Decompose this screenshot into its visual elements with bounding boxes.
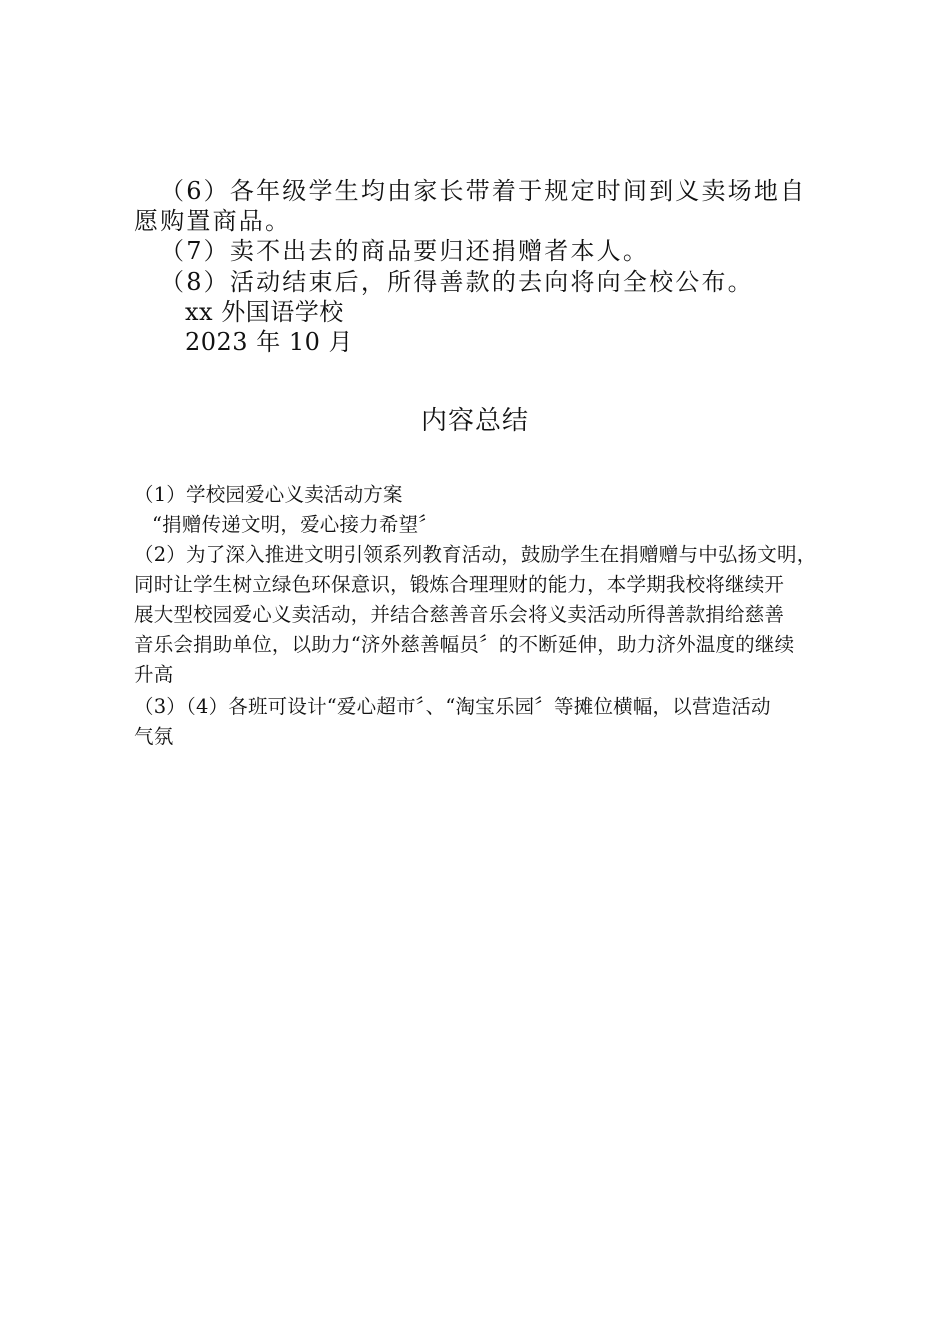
summary-title: 内容总结 xyxy=(420,406,529,436)
summary-line: （1）学校园爱心义卖活动方案 xyxy=(134,483,403,506)
summary-line: 音乐会捐助单位，以助力“济外慈善幅员〞的不断延伸，助力济外温度的继续 xyxy=(134,633,795,656)
notice-item-7: （7）卖不出去的商品要归还捐赠者本人。 xyxy=(160,237,650,265)
school-name: xx 外国语学校 xyxy=(185,298,344,326)
summary-line: 同时让学生树立绿色环保意识，锻炼合理理财的能力，本学期我校将继续开 xyxy=(134,573,785,596)
notice-date: 2023 年 10 月 xyxy=(185,328,354,356)
summary-line: （2）为了深入推进文明引领系列教育活动，鼓励学生在捐赠赠与中弘扬文明， xyxy=(134,543,817,566)
notice-item-6-continued: 愿购置商品。 xyxy=(134,207,292,235)
notice-item-8: （8）活动结束后，所得善款的去向将向全校公布。 xyxy=(160,268,754,296)
notice-item-6: （6）各年级学生均由家长带着于规定时间到义卖场地自 xyxy=(160,177,807,205)
summary-line: 气氛 xyxy=(134,725,174,748)
summary-line: （3）（4）各班可设计“爱心超市〞、“淘宝乐园〞等摊位横幅，以营造活动 xyxy=(134,695,771,718)
summary-line: 升高 xyxy=(134,663,174,686)
summary-line: 展大型校园爱心义卖活动，并结合慈善音乐会将义卖活动所得善款捐给慈善 xyxy=(134,603,785,626)
summary-line: “捐赠传递文明，爱心接力希望〞 xyxy=(152,513,438,536)
